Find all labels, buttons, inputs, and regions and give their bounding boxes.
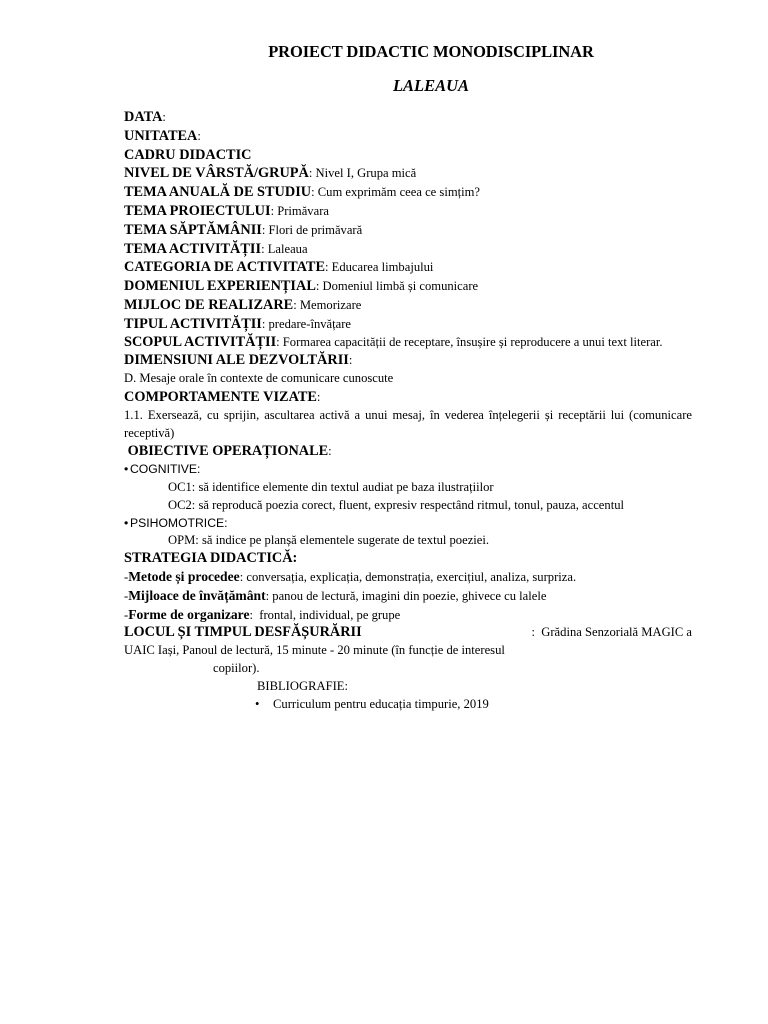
field-label: SCOPUL ACTIVITĂȚII: [124, 333, 277, 350]
field-line: TEMA PROIECTULUI: Primăvara: [124, 202, 329, 219]
field-line: TEMA SĂPTĂMÂNII: Flori de primăvară: [124, 221, 363, 238]
field-value: Nivel I, Grupa mică: [312, 166, 417, 181]
field-label: CADRU DIDACTIC: [124, 146, 252, 163]
field-value: Domeniul limbă și comunicare: [319, 279, 479, 294]
field-label: DOMENIUL EXPERIENȚIAL: [124, 278, 316, 295]
field-label: TEMA SĂPTĂMÂNII: [124, 221, 262, 238]
field-line: DATA:: [124, 109, 166, 125]
objective-oc1: OC1: să identifice elemente din textul audiat pe baza ilustrațiilor: [168, 479, 494, 494]
field-value: Cum exprimăm ceea ce simțim?: [314, 185, 481, 200]
field-value: predare-învățare: [265, 316, 352, 331]
field-label: NIVEL DE VÂRSTĂ/GRUPĂ: [124, 165, 309, 182]
field-line: [124, 146, 692, 165]
document-body: [124, 108, 692, 713]
comportamente-heading: COMPORTAMENTE VIZATE:: [124, 388, 321, 405]
obiective-heading: OBIECTIVE OPERAȚIONALE:: [124, 443, 332, 460]
document-subtitle: LALEAUA: [392, 76, 470, 95]
strategia-heading: STRATEGIA DIDACTICĂ:: [124, 550, 298, 567]
field-label: TIPUL ACTIVITĂȚII: [124, 315, 262, 332]
locul-line-2: UAIC Iași, Panoul de lectură, 15 minute - 20 minute (în funcție de interesul: [124, 643, 505, 658]
field-line: TIPUL ACTIVITĂȚII: predare-învățare: [124, 315, 352, 332]
field-line: DOMENIUL EXPERIENȚIAL: Domeniul limbă și comunicare: [124, 278, 479, 295]
field-line: TEMA ACTIVITĂȚII: Laleaua: [124, 240, 308, 257]
field-line: CATEGORIA DE ACTIVITATE: Educarea limbajului: [124, 259, 434, 276]
field-value: Formarea capacității de receptare, însușire și reproducere a unui text literar.: [279, 334, 663, 349]
field-line: SCOPUL ACTIVITĂȚII: Formarea capacității de receptare, însușire și reproducere a unui text literar.: [124, 333, 663, 350]
dimensiuni-item: D. Mesaje orale în contexte de comunicare cunoscute: [124, 371, 394, 386]
bullet-icon: •: [124, 515, 129, 530]
bibliografie-item: • Curriculum pentru educația timpurie, 2019: [124, 696, 692, 714]
field-label: DATA: [124, 109, 163, 125]
field-value: Educarea limbajului: [328, 260, 434, 275]
field-line: UNITATEA:: [124, 127, 201, 144]
dimensiuni-heading: DIMENSIUNI ALE DEZVOLTĂRII:: [124, 352, 353, 369]
field-label: UNITATEA: [124, 127, 198, 144]
field-value: Memorizare: [296, 297, 362, 312]
comportamente-item: 1.1. Exersează, cu sprijin, ascultarea activă a unui mesaj, în vederea înțelegerii și receptării lui (comunicare receptivă): [124, 407, 692, 440]
psihomotrice-heading: • PSIHOMOTRICE:: [124, 515, 692, 533]
locul-line-1: LOCUL ȘI TIMPUL DESFĂȘURĂRII : Grădina Senzorială MAGIC a: [124, 624, 692, 641]
field-label: MIJLOC DE REALIZARE: [124, 296, 294, 313]
field-label: TEMA ACTIVITĂȚII: [124, 240, 262, 257]
objective-oc2: OC2: să reproducă poezia corect, fluent, expresiv respectând ritmul, tonul, pauza, accentul: [168, 497, 624, 512]
field-label: TEMA PROIECTULUI: [124, 202, 271, 219]
field-label: CATEGORIA DE ACTIVITATE: [124, 259, 325, 276]
document-title: PROIECT DIDACTIC MONODISCIPLINAR: [268, 42, 594, 61]
bibliografie-heading: BIBLIOGRAFIE:: [257, 678, 348, 693]
field-line: MIJLOC DE REALIZARE: Memorizare: [124, 296, 362, 313]
field-line: TEMA ANUALĂ DE STUDIU: Cum exprimăm ceea ce simțim?: [124, 184, 481, 201]
locul-line-3: copiilor).: [213, 660, 260, 675]
objective-opm: OPM: să indice pe planșă elementele sugerate de textul poeziei.: [168, 533, 490, 548]
bullet-icon: •: [124, 462, 129, 477]
field-value: Laleaua: [264, 241, 308, 256]
strategia-mijloace: -Mijloace de învățământ: panou de lectură, imagini din poezie, ghivece cu lalele: [124, 587, 547, 603]
bullet-icon: •: [255, 696, 260, 711]
field-value: Primăvara: [274, 203, 329, 218]
strategia-metode: -Metode și procedee: conversația, explicația, demonstrația, exercițiul, analiza, surpriza.: [124, 568, 577, 584]
cognitive-heading: • COGNITIVE:: [124, 461, 692, 479]
field-line: NIVEL DE VÂRSTĂ/GRUPĂ: Nivel I, Grupa mică: [124, 165, 417, 182]
strategia-forme: -Forme de organizare: frontal, individual, pe grupe: [124, 606, 401, 622]
field-label: TEMA ANUALĂ DE STUDIU: [124, 184, 312, 201]
field-value: Flori de primăvară: [265, 222, 363, 237]
field-list: [124, 108, 692, 351]
